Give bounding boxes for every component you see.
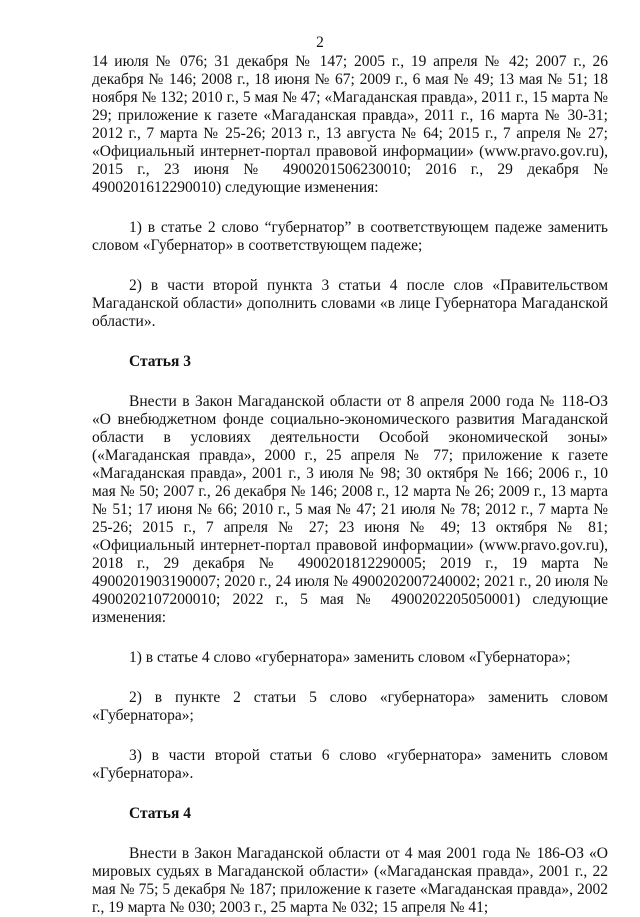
article2-item2: 2) в части второй пункта 3 статьи 4 после слов «Правительством Магаданской области» дополнить словами «в лице Губернатора Магаданской области». — [92, 277, 608, 330]
article3-item2: 2) в пункте 2 статьи 5 слово «губернатора» заменить словом «Губернатора»; — [92, 689, 608, 724]
article4-heading: Статья 4 — [129, 805, 191, 822]
paragraph-continuation: 14 июля № 076; 31 декабря № 147; 2005 г., 19 апреля № 42; 2007 г., 26 декабря № 146; 2008 г., 18 июня № 67; 2009 г., 6 мая № 49; 13 мая № 51; 18 ноября № 132; 2010 г., 5 мая № 47; «Магаданская правда», 2011 г., 15 марта № 29; приложение к газете «Магаданская правда», 2011 г., 16 марта № 30-31; 2012 г., 7 марта № 25-26; 2013 г., 13 августа № 64; 2015 г., 7 апреля № 27; «Официальный интернет-портал правовой информации» (www.pravo.gov.ru), 2015 г., 23 июня № 4900201506230010; 2016 г., 29 декабря № 4900201612290010) следующие изменения: — [92, 53, 608, 196]
article3-item1: 1) в статье 4 слово «губернатора» заменить словом «Губернатора»; — [129, 649, 571, 666]
article3-intro: Внести в Закон Магаданской области от 8 апреля 2000 года № 118-ОЗ «О внебюджетном фонде социально-экономического развития Магаданской области в условиях деятельности Особой экономической зоны» («Магаданская правда», 2000 г., 25 апреля № 77; приложение к газете «Магаданская правда», 2001 г., 3 июля № 98; 30 октября № 166; 2006 г., 10 мая № 50; 2007 г., 26 декабря № 146; 2008 г., 12 марта № 26; 2009 г., 13 марта № 51; 17 июня № 66; 2010 г., 5 мая № 47; 21 июля № 78; 2012 г., 7 марта № 25-26; 2015 г., 7 апреля № 27; 23 июня № 49; 13 октября № 81; «Официальный интернет-портал правовой информации» (www.pravo.gov.ru), 2018 г., 29 декабря № 4900201812290005; 2019 г., 19 марта № 4900201903190007; 2020 г., 24 июля № 4900202007240002; 2021 г., 20 июля № 4900202107200010; 2022 г., 5 мая № 4900202205050001) следующие изменения: — [92, 393, 608, 626]
article2-item1: 1) в статье 2 слово “губернатор” в соответствующем падеже заменить словом «Губернатор» в соответствующем падеже; — [92, 219, 608, 254]
page-number: 2 — [316, 34, 324, 51]
article3-item3: 3) в части второй статьи 6 слово «губернатора» заменить словом «Губернатора». — [92, 747, 608, 782]
document-body — [92, 53, 608, 917]
article4-intro: Внести в Закон Магаданской области от 4 мая 2001 года № 186-ОЗ «О мировых судьях в Магаданской области» («Магаданская правда», 2001 г., 22 мая № 75; 5 декабря № 187; приложение к газете «Магаданская правда», 2002 г., 19 марта № 030; 2003 г., 25 марта № 032; 15 апреля № 41; — [92, 845, 608, 916]
article3-heading: Статья 3 — [129, 353, 191, 370]
